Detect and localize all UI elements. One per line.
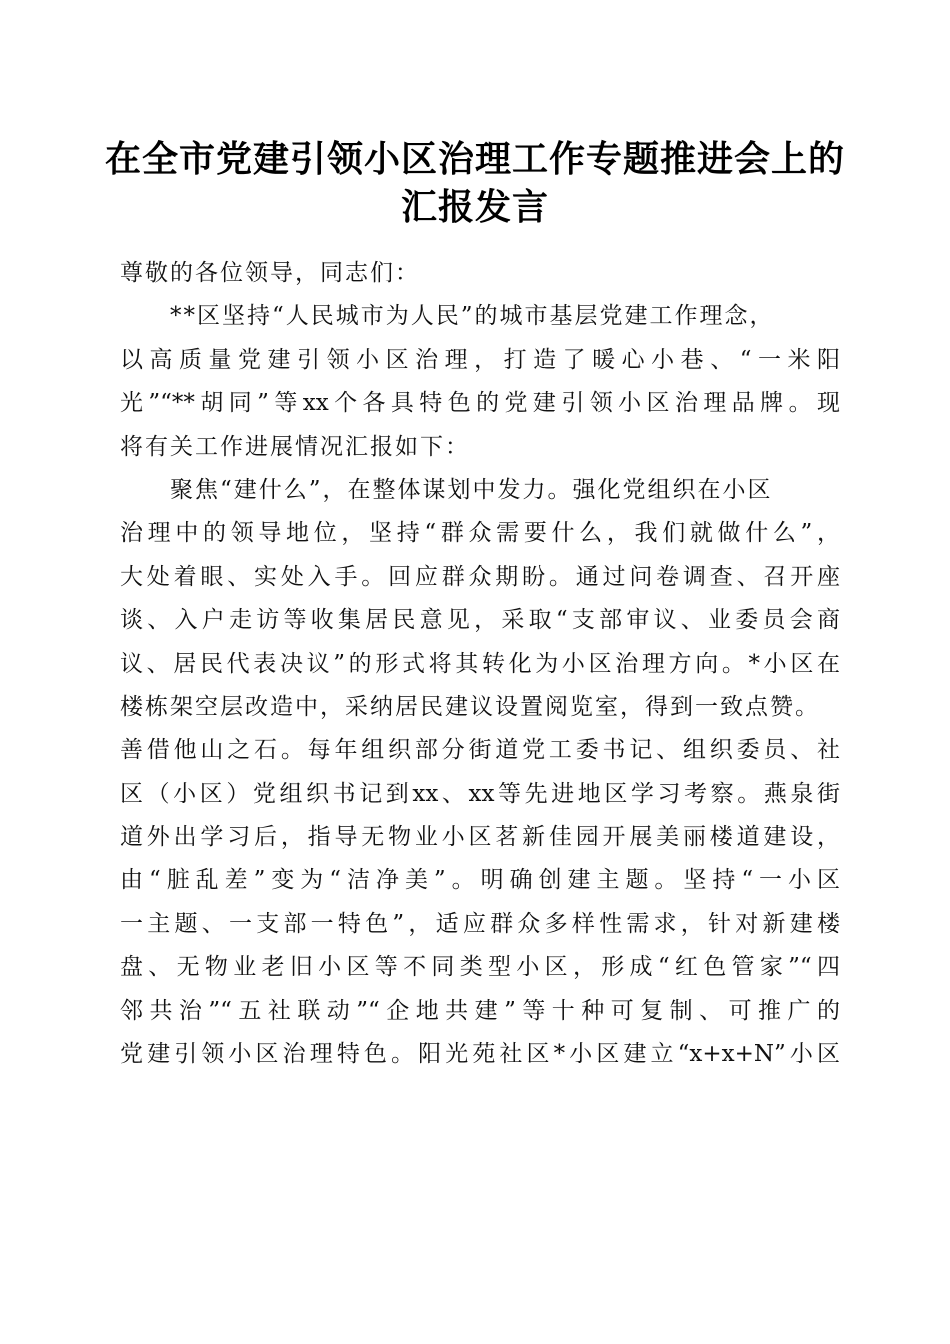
document-body: [120, 252, 840, 1076]
title-line-1: 在全市党建引领小区治理工作专题推进会上的: [104, 138, 845, 180]
document-title: [100, 135, 850, 231]
paragraph-line: 将有关工作进展情况汇报如下：: [120, 433, 470, 460]
paragraph-1: [120, 295, 840, 469]
paragraph-line: 议、居民代表决议”的形式将其转化为小区治理方向。*小区在: [120, 650, 840, 677]
paragraph-line: 谈、入户走访等收集居民意见，采取“支部审议、业委员会商: [120, 607, 840, 634]
paragraph-line: 党建引领小区治理特色。阳光苑社区*小区建立“x+x+N”小区: [120, 1041, 840, 1068]
title-line-2: 汇报发言: [400, 186, 549, 228]
paragraph-line: 由“脏乱差”变为“洁净美”。明确创建主题。坚持“一小区: [120, 867, 840, 894]
paragraph-line: 大处着眼、实处入手。回应群众期盼。通过问卷调查、召开座: [120, 563, 840, 590]
paragraph-line: **区坚持“人民城市为人民”的城市基层党建工作理念，: [170, 303, 775, 330]
paragraph-line: 善借他山之石。每年组织部分街道党工委书记、组织委员、社: [120, 737, 840, 764]
salutation: 尊敬的各位领导，同志们：: [120, 260, 420, 286]
paragraph-line: 光”“**胡同”等xx个各具特色的党建引领小区治理品牌。现: [120, 390, 840, 417]
paragraph-line: 治理中的领导地位，坚持“群众需要什么，我们就做什么”，: [120, 520, 840, 547]
paragraph-line: 聚焦“建什么”，在整体谋划中发力。强化党组织在小区: [170, 476, 773, 503]
paragraph-line: 一主题、一支部一特色”，适应群众多样性需求，针对新建楼: [120, 910, 840, 937]
paragraph-line: 邻共治”“五社联动”“企地共建”等十种可复制、可推广的: [120, 997, 840, 1024]
paragraph-line: 区（小区）党组织书记到xx、xx等先进地区学习考察。燕泉街: [120, 780, 840, 807]
paragraph-line: 以高质量党建引领小区治理，打造了暖心小巷、“一米阳: [120, 346, 840, 373]
paragraph-line: 盘、无物业老旧小区等不同类型小区，形成“红色管家”“四: [120, 954, 840, 981]
paragraph-line: 道外出学习后，指导无物业小区茗新佳园开展美丽楼道建设，: [120, 824, 840, 851]
paragraph-line: 楼栋架空层改造中，采纳居民建议设置阅览室，得到一致点赞。: [120, 693, 820, 720]
paragraph-2: [120, 469, 840, 1076]
